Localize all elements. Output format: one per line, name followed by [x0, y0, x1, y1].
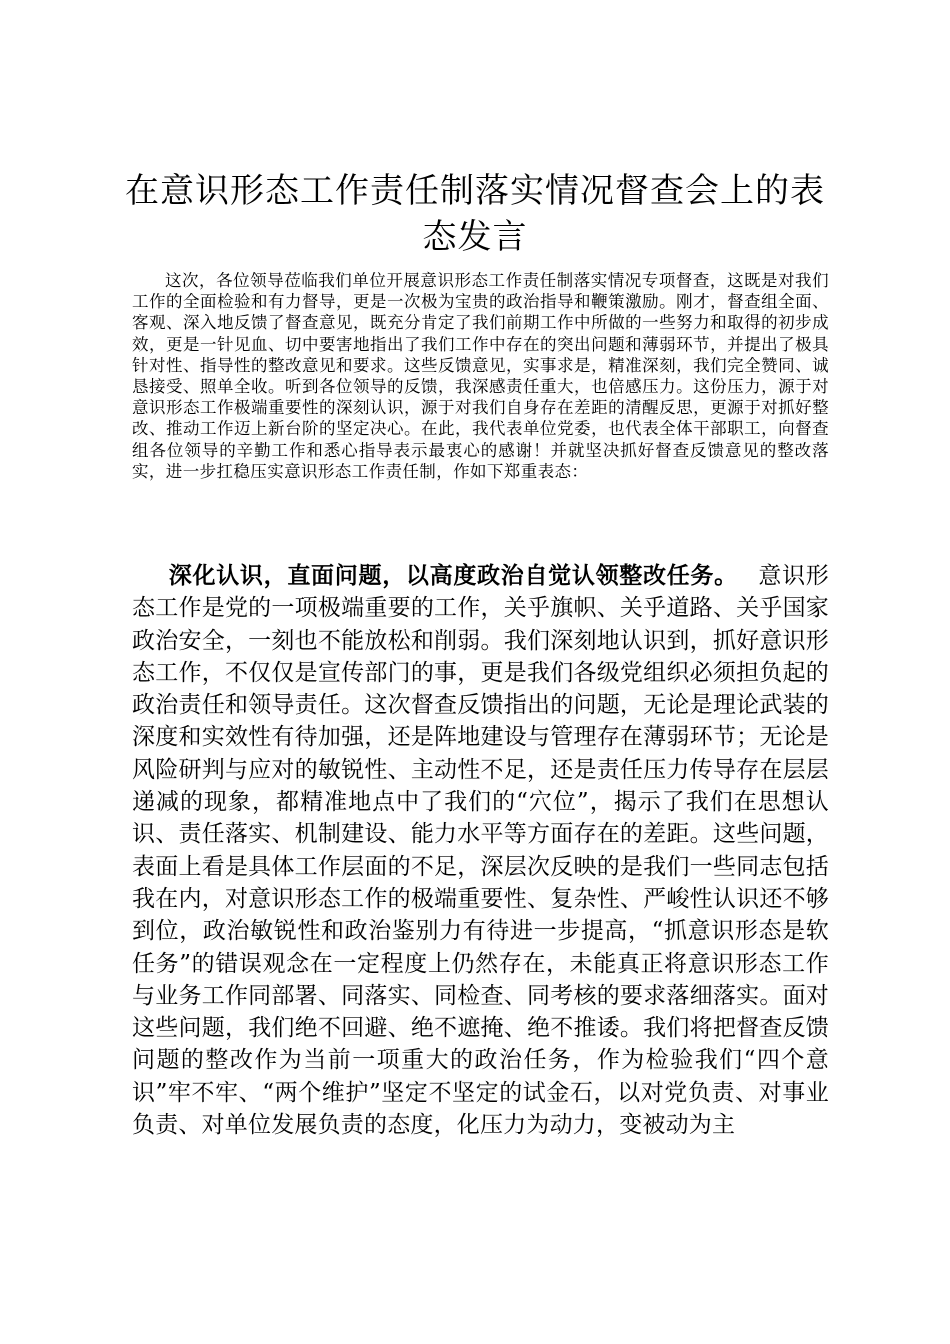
intro-paragraph: 这次，各位领导莅临我们单位开展意识形态工作责任制落实情况专项督查，这既是对我们工作的全面检验和有力督导，更是一次极为宝贵的政治指导和鞭策激励。刚才，督查组全面、客观、深入地反馈了督查意见，既充分肯定了我们前期工作中所做的一些努力和取得的初步成效，更是一针见血、切中要害地指出了我们工作中存在的突出问题和薄弱环节，并提出了极具针对性、指导性的整改意见和要求。这些反馈意见，实事求是，精准深刻，我们完全赞同、诚恳接受、照单全收。听到各位领导的反馈，我深感责任重大，也倍感压力。这份压力，源于对意识形态工作极端重要性的深刻认识，源于对我们自身存在差距的清醒反思，更源于对抓好整改、推动工作迈上新台阶的坚定决心。在此，我代表单位党委，也代表全体干部职工，向督查组各位领导的辛勤工作和悉心指导表示最衷心的感谢！并就坚决抓好督查反馈意见的整改落实，进一步扛稳压实意识形态工作责任制，作如下郑重表态：: [132, 271, 829, 481]
document-title: 在意识形态工作责任制落实情况督查会上的表态发言: [125, 171, 825, 257]
section-heading: 深化认识，直面问题，以高度政治自觉认领整改任务。: [168, 562, 738, 589]
section-paragraph: [132, 560, 829, 1141]
section-body-text: 意识形态工作是党的一项极端重要的工作，关乎旗帜、关乎道路、关乎国家政治安全，一刻也不能放松和削弱。我们深刻地认识到，抓好意识形态工作，不仅仅是宣传部门的事，更是我们各级党组织必须担负起的政治责任和领导责任。这次督查反馈指出的问题，无论是理论武装的深度和实效性有待加强，还是阵地建设与管理存在薄弱环节；无论是风险研判与应对的敏锐性、主动性不足，还是责任压力传导存在层层递减的现象，都精准地点中了我们的“穴位”，揭示了我们在思想认识、责任落实、机制建设、能力水平等方面存在的差距。这些问题，表面上看是具体工作层面的不足，深层次反映的是我们一些同志包括我在内，对意识形态工作的极端重要性、复杂性、严峻性认识还不够到位，政治敏锐性和政治鉴别力有待进一步提高，“抓意识形态是软任务”的错误观念在一定程度上仍然存在，未能真正将意识形态工作与业务工作同部署、同落实、同检查、同考核的要求落细落实。面对这些问题，我们绝不回避、绝不遮掩、绝不推诿。我们将把督查反馈问题的整改作为当前一项重大的政治任务，作为检验我们“四个意识”牢不牢、“两个维护”坚定不坚定的试金石，以对党负责、对事业负责、对单位发展负责的态度，化压力为动力，变被动为主: [132, 563, 829, 1139]
